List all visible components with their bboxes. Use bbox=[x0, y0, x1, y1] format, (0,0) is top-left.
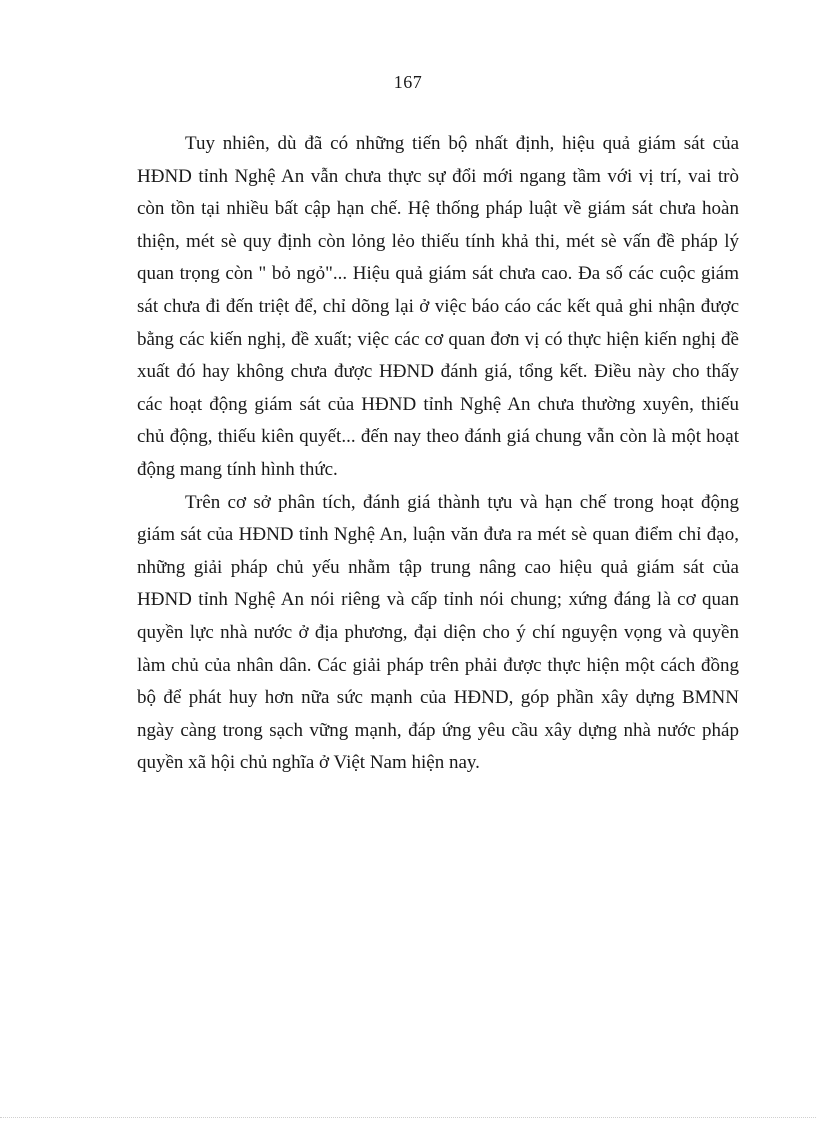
page-number: 167 bbox=[393, 72, 423, 92]
paragraph-1: Tuy nhiên, dù đã có những tiến bộ nhất định, hiệu quả giám sát của HĐND tỉnh Nghệ An vẫn chưa thực sự đổi mới ngang tầm với vị trí, vai trò còn tồn tại nhiều bất cập hạn chế. Hệ thống pháp luật về giám sát chưa hoàn thiện, mét sè quy định còn lỏng lẻo thiếu tính khả thi, mét sè vấn đề pháp lý quan trọng còn " bỏ ngỏ"... Hiệu quả giám sát chưa cao. Đa số các cuộc giám sát chưa đi đến triệt để, chỉ dõng lại ở việc báo cáo các kết quả ghi nhận được bằng các kiến nghị, đề xuất; việc các cơ quan đơn vị có thực hiện kiến nghị đề xuất đó hay không chưa được HĐND đánh giá, tổng kết. Điều này cho thấy các hoạt động giám sát của HĐND tỉnh Nghệ An chưa thường xuyên, thiếu chủ động, thiếu kiên quyết... đến nay theo đánh giá chung vẫn còn là một hoạt động mang tính hình thức. bbox=[137, 133, 739, 480]
body-text bbox=[137, 128, 739, 780]
page-bottom-border bbox=[0, 1117, 816, 1118]
paragraph-2: Trên cơ sở phân tích, đánh giá thành tựu và hạn chế trong hoạt động giám sát của HĐND tỉnh Nghệ An, luận văn đưa ra mét sè quan điểm chỉ đạo, những giải pháp chủ yếu nhằm tập trung nâng cao hiệu quả giám sát của HĐND tỉnh Nghệ An nói riêng và cấp tỉnh nói chung; xứng đáng là cơ quan quyền lực nhà nước ở địa phương, đại diện cho ý chí nguyện vọng và quyền làm chủ của nhân dân. Các giải pháp trên phải được thực hiện một cách đồng bộ để phát huy hơn nữa sức mạnh của HĐND, góp phần xây dựng BMNN ngày càng trong sạch vững mạnh, đáp ứng yêu cầu xây dựng nhà nước pháp quyền xã hội chủ nghĩa ở Việt Nam hiện nay. bbox=[137, 491, 739, 774]
